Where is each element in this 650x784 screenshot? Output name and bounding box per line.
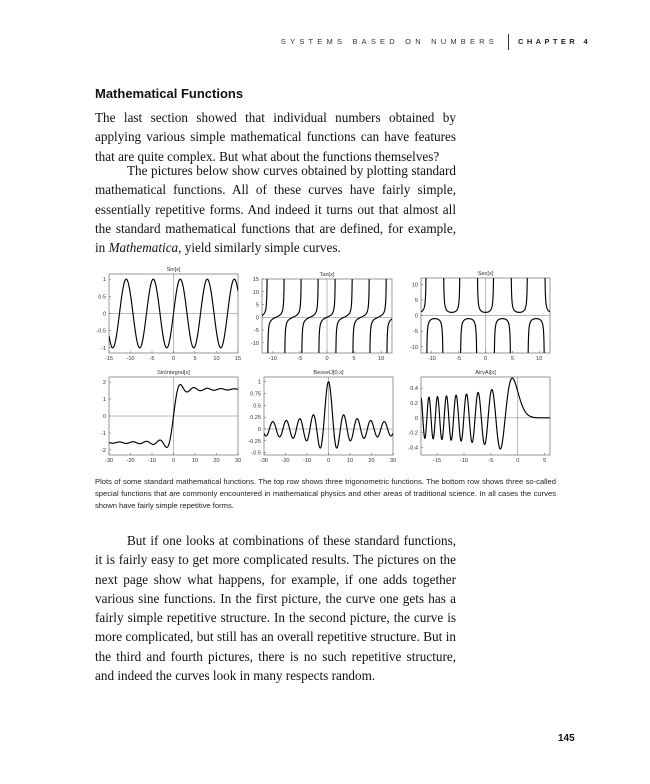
x-tick-label: -10 (427, 356, 436, 362)
x-tick-label: 0 (326, 458, 331, 464)
y-tick-label: 10 (252, 289, 259, 296)
plot-title: SinIntegral[x] (157, 370, 190, 376)
x-tick-label: 0 (325, 356, 329, 362)
y-tick-label: 0.25 (250, 415, 261, 422)
section-title: Mathematical Functions (95, 86, 244, 101)
x-tick-label: -15 (433, 458, 442, 464)
y-tick-label: 5 (255, 302, 259, 309)
x-tick-label: -20 (126, 458, 135, 464)
y-tick-label: 1 (257, 379, 261, 386)
y-tick-label: -0.4 (408, 445, 418, 452)
y-tick-label: 15 (252, 277, 259, 283)
x-tick-label: -5 (456, 356, 462, 362)
y-tick-label: 0.5 (98, 294, 106, 301)
plot-panel-1 (96, 267, 241, 362)
plot-title: BesselJ[0,x] (313, 370, 344, 376)
y-tick-label: 0.75 (250, 391, 261, 398)
x-tick-label: 10 (213, 356, 220, 362)
x-tick-label: -10 (459, 458, 469, 464)
x-tick-label: 10 (346, 458, 354, 464)
x-tick-label: -20 (281, 458, 290, 464)
y-tick-label: 0.4 (410, 386, 418, 393)
y-tick-label: 0 (257, 427, 261, 433)
x-tick-label: 5 (352, 356, 356, 362)
x-tick-label: -5 (297, 356, 303, 362)
x-tick-label: -5 (488, 458, 494, 464)
y-tick-label: -0.5 (96, 328, 106, 335)
x-tick-label: 0 (483, 356, 488, 362)
x-tick-label: 5 (543, 458, 547, 464)
header-chapter: CHAPTER 4 (518, 37, 592, 46)
function-curve (421, 378, 550, 449)
x-tick-label: -5 (149, 356, 155, 362)
x-tick-label: 30 (234, 458, 242, 464)
y-tick-label: 0 (102, 311, 106, 318)
x-tick-label: 10 (536, 356, 543, 362)
x-tick-label: -10 (302, 458, 312, 464)
x-tick-label: 0 (516, 458, 520, 464)
x-tick-label: 30 (389, 458, 397, 464)
page-number: 145 (558, 733, 575, 744)
figure-caption: Plots of some standard mathematical functions. The top row shows three trigonometric functions. The bottom row shows three so-called special functions that are commonly encountered in mathematical physics and other areas of traditional science. In all cases the curves shown have fairly simple repetitive forms. (95, 477, 556, 510)
x-tick-label: 5 (510, 356, 514, 362)
plot-panel-6 (408, 370, 550, 464)
x-tick-label: -30 (104, 458, 114, 464)
x-tick-label: -10 (126, 356, 135, 362)
mathematica-italic: Mathematica (108, 240, 179, 256)
x-tick-label: -30 (259, 458, 269, 464)
x-tick-label: -10 (268, 356, 277, 362)
paragraph-text-end: , yield similarly simple curves. (178, 240, 341, 256)
plot-title: Tan[x] (319, 272, 335, 278)
y-tick-label: 0 (255, 315, 259, 322)
plot-panel-5 (248, 370, 396, 464)
header-section-title: SYSTEMS BASED ON NUMBERS (280, 37, 498, 46)
y-tick-label: -1 (101, 430, 106, 437)
x-tick-label: 20 (213, 458, 220, 464)
y-tick-label: 0.5 (253, 403, 261, 410)
x-tick-label: 15 (234, 356, 242, 362)
y-tick-label: -0.25 (248, 438, 261, 445)
plot-title: Sec[x] (477, 271, 494, 277)
y-tick-label: 0 (414, 313, 418, 320)
y-tick-label: -1 (101, 345, 106, 352)
plot-title: AiryAi[x] (475, 370, 496, 376)
y-tick-label: -10 (409, 344, 418, 351)
x-tick-label: 20 (368, 458, 375, 464)
y-tick-label: -5 (413, 329, 418, 336)
x-tick-label: 5 (193, 356, 197, 362)
x-tick-label: 10 (378, 356, 385, 362)
y-tick-label: 0.2 (410, 401, 418, 407)
y-tick-label: 0 (414, 415, 418, 422)
x-tick-label: -15 (104, 356, 114, 362)
y-tick-label: 5 (414, 297, 418, 304)
x-tick-label: 10 (191, 458, 199, 464)
y-tick-label: -5 (254, 328, 259, 335)
plot-panel-4 (101, 370, 241, 464)
plot-panel-2 (251, 116, 392, 382)
y-tick-label: 1 (102, 277, 106, 284)
x-tick-label: 0 (171, 356, 176, 362)
plot-title: Sin[x] (166, 267, 181, 273)
y-tick-label: -10 (250, 340, 259, 347)
y-tick-label: 2 (102, 380, 106, 387)
x-tick-label: 0 (171, 458, 176, 464)
y-tick-label: -0.5 (251, 450, 261, 457)
y-tick-label: 0 (102, 414, 106, 420)
y-tick-label: 1 (102, 397, 106, 404)
y-tick-label: -2 (101, 447, 106, 454)
paragraph-combinations: But if one looks at combinations of these standard functions, it is fairly easy to get more complicated results. The pictures on the next page show what happens, for example, if one adds together various sine functions. In the first picture, the curve one gets has a fairly simple repetitive structure. In the second picture, the curve is more complicated, but still has an overall repetitive structure. But in the third and fourth pictures, there is no such repetitive structure, and indeed the curves look in many respects random. (95, 533, 456, 684)
y-tick-label: 10 (411, 282, 418, 289)
y-tick-label: -0.2 (408, 430, 418, 437)
paragraph-text: The pictures below show curves obtained by plotting standard mathematical functions. All of these curves have fairly simple, essentially repetitive forms. And indeed it turns out that almost all the standard mathematical functions that are defined, for example, in (95, 163, 456, 256)
x-tick-label: -10 (147, 458, 157, 464)
paragraph-intro: The last section showed that individual numbers obtained by applying various simple mathematical functions can have features that are quite complex. But what about the functions themselves? (95, 110, 456, 164)
